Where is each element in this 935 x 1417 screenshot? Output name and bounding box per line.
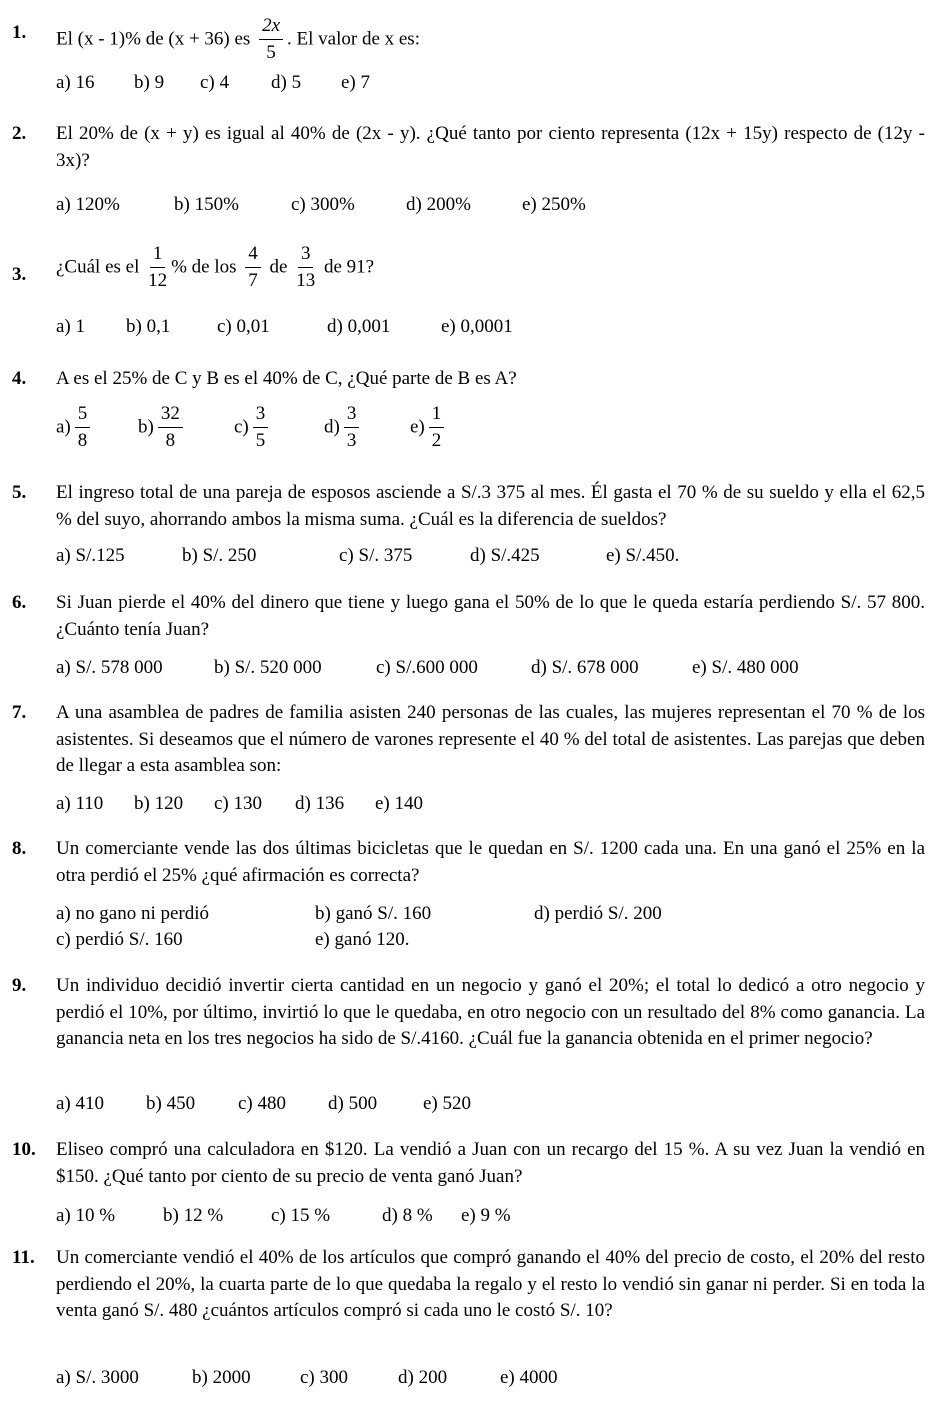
- question-stem: Eliseo compró una calculadora en $120. La vendió a Juan con un recargo del 15 %. A su vez Juan la vendió en $150. ¿Qué tanto por ciento de su precio de venta ganó Juan?: [56, 1139, 925, 1187]
- option-a: a) 410: [56, 1093, 105, 1114]
- question-stem: El 20% de (x + y) es igual al 40% de (2x - y). ¿Qué tanto por ciento representa (12x + 15y) respecto de (12y - 3x)?: [56, 123, 925, 171]
- question-number: 8.: [12, 838, 27, 859]
- option-a: a) S/.125: [56, 545, 125, 566]
- option-a: a) 120%: [56, 194, 120, 215]
- question-number: 9.: [12, 975, 27, 996]
- option-e: e) 140: [375, 793, 424, 814]
- option-e: e) 4000: [500, 1367, 558, 1388]
- question-stem: Un individuo decidió invertir cierta cantidad en un negocio y ganó el 20%; el total lo dedicó a otro negocio y perdió el 10%, por último, invirtió lo que le quedaba, en otro negocio con un resultado del 8% como ganancia. La ganancia neta en los tres negocios ha sido de S/.4160. ¿Cuál fue la ganancia obtenida en el primer negocio?: [56, 975, 925, 1050]
- option-e: e) 7: [341, 72, 371, 93]
- question-number: 10.: [12, 1139, 36, 1160]
- question-number: 3.: [12, 264, 27, 285]
- option-a: a) S/. 578 000: [56, 657, 163, 678]
- question-stem: El ingreso total de una pareja de esposos asciende a S/.3 375 al mes. Él gasta el 70 % de su sueldo y ella el 62,5 % del suyo, ahorrando ambos la misma suma. ¿Cuál es la diferencia de sueldos?: [56, 482, 925, 530]
- option-c: c) 130: [214, 793, 263, 814]
- option-c: c) 0,01: [217, 316, 270, 337]
- options: [56, 1091, 925, 1118]
- question-number: 11.: [12, 1247, 35, 1268]
- options: [56, 1365, 925, 1392]
- option-a: a) $\frac{5}{8}$: [56, 404, 138, 452]
- option-d: d) 136: [295, 793, 345, 814]
- option-c: c) $\frac{3}{5}$: [234, 404, 324, 452]
- option-b: b) 450: [146, 1093, 196, 1114]
- options: [56, 1203, 925, 1230]
- option-e: e) ganó 120.: [315, 929, 410, 950]
- option-d: d) S/.425: [470, 545, 540, 566]
- question-stem: Un comerciante vende las dos últimas bicicletas que le quedan en S/. 1200 cada una. En una ganó el 25% en la otra perdió el 25% ¿qué afirmación es correcta?: [56, 838, 925, 886]
- option-b: b) S/. 250: [182, 545, 257, 566]
- fraction: $\frac{1}{12}$: [148, 243, 168, 291]
- fraction: $\frac{3}{13}$: [296, 243, 316, 291]
- option-c: c) 300%: [291, 194, 355, 215]
- option-d: d) S/. 678 000: [531, 657, 639, 678]
- option-b: b) 120: [134, 793, 184, 814]
- options: [56, 901, 756, 957]
- option-e: e) 0,0001: [441, 316, 513, 337]
- option-a: a) 16: [56, 72, 95, 93]
- question-number: 2.: [12, 123, 27, 144]
- fraction: $\frac{2x}{5}$: [259, 16, 283, 64]
- option-b: b) 9: [134, 72, 165, 93]
- option-e: e) $\frac{1}{2}$: [410, 404, 448, 452]
- options: [56, 655, 925, 682]
- option-c: c) 300: [300, 1367, 349, 1388]
- option-c: c) 15 %: [271, 1205, 331, 1226]
- question-number: 7.: [12, 702, 27, 723]
- option-d: d) 0,001: [327, 316, 391, 337]
- option-d: d) 500: [328, 1093, 378, 1114]
- option-d: d) 200: [398, 1367, 448, 1388]
- options: [56, 404, 925, 452]
- option-e: e) S/. 480 000: [692, 657, 799, 678]
- option-b: b) $\frac{32}{8}$: [138, 404, 234, 452]
- option-d: d) 8 %: [382, 1205, 433, 1226]
- question-stem: ¿Cuál es el $\frac{1}{12}$ % de los $\frac{4}{7}$ de $\frac{3}{13}$ de 91?: [56, 243, 375, 291]
- option-c: c) 480: [238, 1093, 287, 1114]
- question-stem: A una asamblea de padres de familia asisten 240 personas de las cuales, las mujeres representan el 70 % de los asistentes. Si deseamos que el número de varones represente el 40 % del total de asistentes. Las parejas que deben de llegar a esta asamblea son:: [56, 702, 925, 777]
- option-e: e) 520: [423, 1093, 472, 1114]
- question-number: 6.: [12, 592, 27, 613]
- option-d: d) perdió S/. 200: [534, 903, 662, 924]
- question-stem: El (x - 1)% de (x + 36) es $\frac{2x}{5}$ . El valor de x es:: [56, 15, 420, 63]
- option-d: d) 200%: [406, 194, 471, 215]
- question-number: 5.: [12, 482, 27, 503]
- option-a: a) no gano ni perdió: [56, 903, 210, 924]
- question-stem: Si Juan pierde el 40% del dinero que tiene y luego gana el 50% de lo que le queda estaría perdiendo S/. 57 800. ¿Cuánto tenía Juan?: [56, 592, 925, 640]
- options: [56, 314, 925, 341]
- options: [56, 70, 925, 97]
- option-a: a) 110: [56, 793, 104, 814]
- option-b: b) 12 %: [163, 1205, 224, 1226]
- options: [56, 791, 925, 818]
- question-stem: A es el 25% de C y B es el 40% de C, ¿Qué parte de B es A?: [56, 368, 517, 389]
- option-c: c) S/. 375: [339, 545, 413, 566]
- option-c: c) S/.600 000: [376, 657, 478, 678]
- option-a: a) 1: [56, 316, 86, 337]
- question-number: 4.: [12, 368, 27, 389]
- options: [56, 192, 925, 219]
- fraction: $\frac{4}{7}$: [245, 244, 261, 292]
- option-b: b) 150%: [174, 194, 239, 215]
- question-stem: Un comerciante vendió el 40% de los artículos que compró ganando el 40% del precio de costo, el 20% del resto perdiendo el 20%, la cuarta parte de lo que quedaba la regalo y el resto lo vendió sin ganar ni perder. Si en toda la venta ganó S/. 480 ¿cuántos artículos compró si cada uno le costó S/. 10?: [56, 1247, 925, 1322]
- option-e: e) 250%: [522, 194, 586, 215]
- option-e: e) S/.450.: [606, 545, 680, 566]
- options: [56, 543, 925, 570]
- option-c: c) 4: [200, 72, 230, 93]
- option-b: b) 0,1: [126, 316, 171, 337]
- option-b: b) 2000: [192, 1367, 251, 1388]
- option-e: e) 9 %: [461, 1205, 511, 1226]
- option-d: d) 5: [271, 72, 302, 93]
- question-number: 1.: [12, 22, 27, 43]
- option-b: b) ganó S/. 160: [315, 903, 432, 924]
- option-b: b) S/. 520 000: [214, 657, 322, 678]
- option-c: c) perdió S/. 160: [56, 929, 183, 950]
- option-a: a) 10 %: [56, 1205, 116, 1226]
- option-d: d) $\frac{3}{3}$: [324, 404, 410, 452]
- option-a: a) S/. 3000: [56, 1367, 139, 1388]
